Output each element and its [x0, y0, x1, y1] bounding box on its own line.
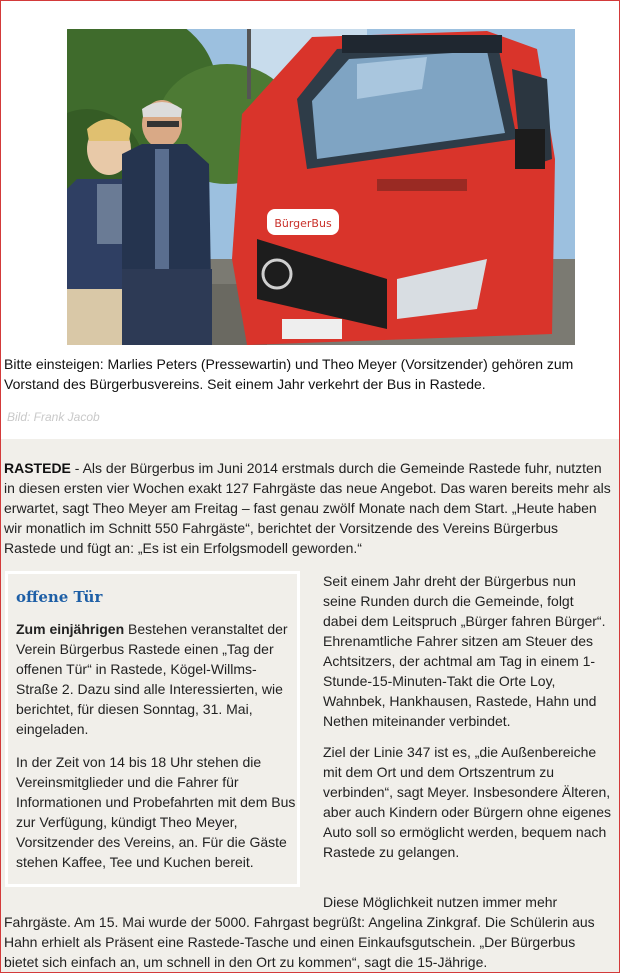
info-box-bold-lead: Zum einjährigen [16, 621, 125, 637]
info-box-title: offene Tür [16, 588, 103, 606]
info-box-text-1: Bestehen veranstaltet der Verein Bürgerbus Rastede einen „Tag der offenen Tür“ in Rastede, Kögel-Willms-Straße 2. Dazu sind alle Interessierten, wie berichtet, für diesen Sonntag, 31. Mai, eingeladen. [16, 621, 288, 737]
photo-credit: Bild: Frank Jacob [7, 410, 100, 424]
photo-caption: Bitte einsteigen: Marlies Peters (Pressewartin) und Theo Meyer (Vorsitzender) gehören zum Vorstand des Bürgerbusvereins. Seit einem Jahr verkehrt der Bus in Rastede. [4, 356, 574, 392]
lead-text: - Als der Bürgerbus im Juni 2014 erstmals durch die Gemeinde Rastede fuhr, nutzten in diesen ersten vier Wochen exakt 127 Fahrgäste das neue Angebot. Das waren bereits mehr als erwartet, sagt Theo Meyer am Freitag – fast genau zwölf Monate nach dem Start. „Heute haben wir monatlich im Schnitt 550 Fahrgäste“, berichtet der Vorsitzende des Vereins Bürgerbus Rastede und fügt an: „Es ist ein Erfolgsmodell geworden.“ [4, 460, 611, 556]
article-photo [67, 29, 575, 345]
body-paragraph-3-start: Diese Möglichkeit nutzen immer mehr [323, 894, 558, 910]
body-paragraph-3-rest: Fahrgäste. Am 15. Mai wurde der 5000. Fahrgast begrüßt: Angelina Zinkgraf. Die Schülerin aus Hahn erhielt als Präsent eine Rastede-Tasche und einen Einkaufsgutschein. „Der Bürgerbus bietet sich einfach an, um schnell in den Ort zu kommen“, sagt die 15-Jährige. [4, 914, 595, 970]
body-paragraph-1: Seit einem Jahr dreht der Bürgerbus nun seine Runden durch die Gemeinde, folgt dabei dem Leitspruch „Bürger fahren Bürger“. Ehrenamtliche Fahrer sitzen am Steuer des Achtsitzers, der achtmal am Tag in einem 1-Stunde-15-Minuten-Takt die Orte Loy, Wahnbek, Hankhausen, Rastede, Hahn und Nethen miteinander verbindet. [323, 573, 606, 729]
lead-paragraph [4, 458, 612, 558]
photo-illustration [67, 29, 575, 345]
info-box-paragraph-1 [16, 619, 296, 739]
info-box [5, 571, 300, 887]
bus-sign-text: BürgerBus [274, 217, 332, 230]
photo-section [1, 1, 619, 439]
body-paragraph-2: Ziel der Linie 347 ist es, „die Außenbereiche mit dem Ort und dem Ortszentrum zu verbinden“, sagt Meyer. Insbesondere Älteren, aber auch Kindern oder Bürgern ohne eigenes Auto soll so ermöglicht werden, bequem nach Rastede zu gelangen. [323, 744, 611, 860]
dateline: RASTEDE [4, 460, 71, 476]
info-box-paragraph-2: In der Zeit von 14 bis 18 Uhr stehen die Vereinsmitglieder und die Fahrer für Informationen und Probefahrten mit dem Bus zur Verfügung, kündigt Theo Meyer, Vorsitzender des Vereins, an. Für die Gäste stehen Kaffee, Tee und Kuchen bereit. [16, 754, 296, 870]
